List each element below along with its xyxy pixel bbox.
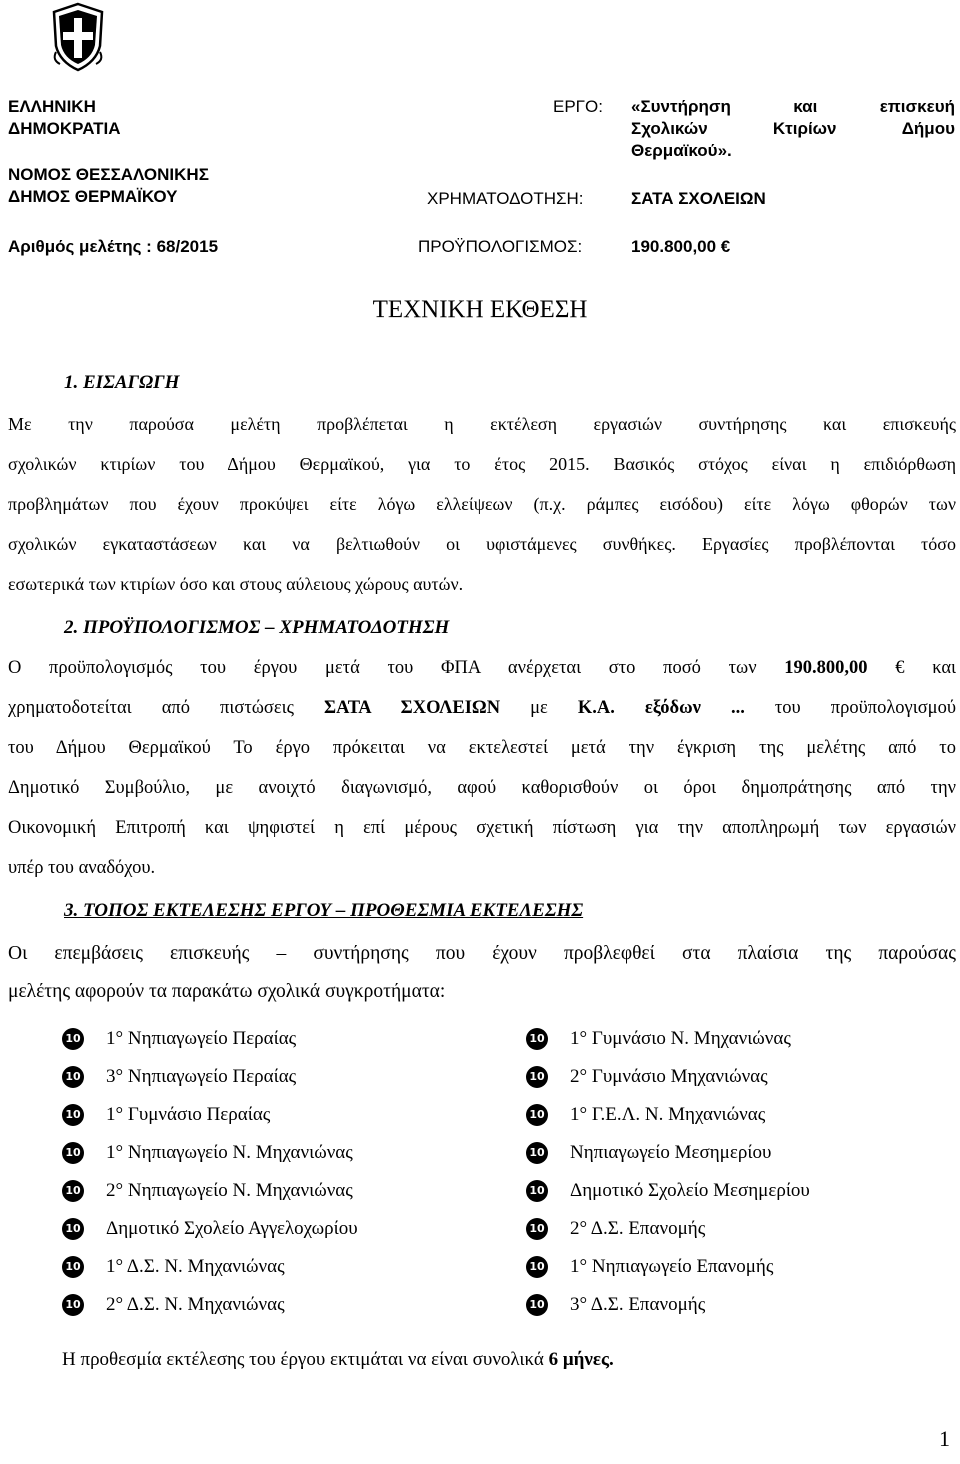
document-title: ΤΕΧΝΙΚΗ ΕΚΘΕΣΗ [372, 296, 588, 323]
bullet-icon: 10 [62, 1028, 84, 1050]
bullet-icon: 10 [526, 1066, 548, 1088]
list-item [526, 1248, 810, 1286]
list-item [62, 1286, 358, 1324]
project-word: Κτιρίων [772, 119, 837, 138]
bullet-icon: 10 [62, 1142, 84, 1164]
budget-value: 190.800,00 € [631, 237, 731, 256]
list-item [62, 1096, 358, 1134]
section2-line [8, 688, 956, 728]
list-item [526, 1172, 810, 1210]
section1-body [8, 404, 956, 604]
section2-body [8, 648, 956, 888]
budget-currency: € και [895, 658, 956, 678]
section1-line: σχολικών εγκαταστάσεων και να βελτιωθούν οι υφιστάμενες συνθήκες. Εργασίες προβλέπονται τόσο [8, 534, 956, 554]
section1-heading: 1. ΕΙΣΑΓΩΓΗ [64, 372, 180, 393]
bullet-icon: 10 [526, 1142, 548, 1164]
project-title-end: Θερμαϊκού». [631, 141, 732, 160]
list-item [526, 1210, 810, 1248]
section2-line: του Δήμου Θερμαϊκού Το έργο πρόκειται να εκτελεστεί μετά την έγκριση της μελέτης από το [8, 738, 956, 758]
bullet-icon: 10 [62, 1066, 84, 1088]
school-name: 3° Νηπιαγωγείο Περαίας [106, 1066, 297, 1087]
school-name: Δημοτικό Σχολείο Μεσημερίου [570, 1180, 810, 1201]
section1-line: Με την παρούσα μελέτη προβλέπεται η εκτέλεση εργασιών συντήρησης και επισκευής [8, 414, 956, 434]
section3-line: μελέτης αφορούν τα παρακάτω σχολικά συγκροτήματα: [8, 981, 446, 1002]
school-name: Δημοτικό Σχολείο Αγγελοχωρίου [106, 1218, 358, 1239]
section1-line: σχολικών κτιρίων του Δήμου Θερμαϊκού, για το έτος 2015. Βασικός στόχος είναι η επιδιόρθωση [8, 454, 956, 474]
deadline-value: 6 μήνες. [548, 1349, 614, 1370]
school-name: 3° Δ.Σ. Επανομής [570, 1294, 706, 1315]
project-label: ΕΡΓΟ: [553, 97, 603, 116]
bullet-icon: 10 [62, 1294, 84, 1316]
school-name: 1° Νηπιαγωγείο Ν. Μηχανιώνας [106, 1142, 353, 1163]
deadline-text: Η προθεσμία εκτέλεσης του έργου εκτιμάται να είναι συνολικά [62, 1349, 544, 1370]
project-word: Σχολικών [631, 119, 708, 138]
section2-heading [64, 617, 449, 639]
list-item [526, 1134, 810, 1172]
project-word: επισκευή [879, 97, 955, 116]
bullet-icon: 10 [62, 1180, 84, 1202]
school-name: Νηπιαγωγείο Μεσημερίου [570, 1142, 772, 1163]
funding-source: ΣΑΤΑ ΣΧΟΛΕΙΩΝ [324, 698, 501, 718]
section2-line: Οικονομική Επιτροπή και ψηφιστεί η επί μέρους σχετική πίστωση για την αποπληρωμή των εργασιών [8, 818, 956, 838]
list-item [62, 1134, 358, 1172]
bullet-icon: 10 [62, 1104, 84, 1126]
bullet-icon: 10 [526, 1256, 548, 1278]
school-name: 1° Γυμνάσιο Ν. Μηχανιώνας [570, 1028, 791, 1049]
project-word: Δήμου [901, 119, 955, 138]
school-name: 1° Δ.Σ. Ν. Μηχανιώνας [106, 1256, 285, 1277]
page-number: 1 [939, 1426, 950, 1451]
study-number: Αριθμός μελέτης : 68/2015 [8, 237, 219, 256]
section1-line: εσωτερικά των κτιρίων όσο και στους αύλειους χώρους αυτών. [8, 574, 464, 594]
section1-line: προβλημάτων που έχουν προκύψει είτε λόγω ελλείψεων (π.χ. ράμπες εισόδου) είτε λόγω φθορών των [8, 494, 956, 514]
budget-sentence: Ο προϋπολογισμός του έργου μετά του ΦΠΑ ανέρχεται στο ποσό των [8, 658, 757, 678]
school-name: 2° Γυμνάσιο Μηχανιώνας [570, 1066, 768, 1087]
project-word: «Συντήρηση [631, 97, 731, 116]
section2-line [8, 648, 956, 688]
municipality-block [8, 164, 209, 208]
greek-coat-of-arms [50, 2, 106, 72]
list-item [526, 1096, 810, 1134]
section3-heading: 3. ΤΟΠΟΣ ΕΚΤΕΛΕΣΗΣ ΕΡΓΟΥ – ΠΡΟΘΕΣΜΙΑ ΕΚΤΕΛΕΣΗΣ [64, 900, 584, 921]
school-name: 2° Δ.Σ. Επανομής [570, 1218, 706, 1239]
school-name: 1° Νηπιαγωγείο Επανομής [570, 1256, 774, 1277]
funding-tail: του προϋπολογισμού [774, 698, 956, 718]
budget-label: ΠΡΟΫΠΟΛΟΓΙΣΜΟΣ: [418, 237, 583, 256]
country-line2: ΔΗΜΟΚΡΑΤΙΑ [8, 119, 121, 138]
funding-with: με [530, 698, 548, 718]
school-name: 2° Νηπιαγωγείο Ν. Μηχανιώνας [106, 1180, 353, 1201]
municipality-name: ΔΗΜΟΣ ΘΕΡΜΑΪΚΟΥ [8, 187, 178, 206]
prefecture-name: ΝΟΜΟΣ ΘΕΣΣΑΛΟΝΙΚΗΣ [8, 165, 209, 184]
country-line1: ΕΛΛΗΝΙΚΗ [8, 97, 96, 116]
country-name [8, 96, 120, 140]
bullet-icon: 10 [62, 1256, 84, 1278]
schools-list-right [526, 1020, 810, 1324]
project-title [631, 96, 955, 162]
list-item [526, 1286, 810, 1324]
funding-label: ΧΡΗΜΑΤΟΔΟΤΗΣΗ: [427, 189, 584, 208]
list-item [526, 1020, 810, 1058]
section3-body [8, 935, 956, 1011]
section3-line: Οι επεμβάσεις επισκευής – συντήρησης που έχουν προβλεφθεί στα πλαίσια της παρούσας [8, 943, 956, 964]
school-name: 2° Δ.Σ. Ν. Μηχανιώνας [106, 1294, 285, 1315]
bullet-icon: 10 [526, 1104, 548, 1126]
school-name: 1° Γυμνάσιο Περαίας [106, 1104, 271, 1125]
list-item [62, 1020, 358, 1058]
school-name: 1° Νηπιαγωγείο Περαίας [106, 1028, 297, 1049]
bullet-icon: 10 [526, 1180, 548, 1202]
deadline-sentence [62, 1346, 614, 1374]
funding-sentence: χρηματοδοτείται από πιστώσεις [8, 698, 294, 718]
schools-list-left [62, 1020, 358, 1324]
expense-code: Κ.Α. εξόδων ... [577, 698, 745, 718]
bullet-icon: 10 [526, 1218, 548, 1240]
list-item [62, 1058, 358, 1096]
section2-line: υπέρ του αναδόχου. [8, 858, 156, 878]
section2-heading-text: 2. ΠΡΟΫΠΟΛΟΓΙΣΜΟΣ – ΧΡΗΜΑΤΟΔΟΤΗΣΗ [64, 617, 450, 638]
list-item [62, 1210, 358, 1248]
funding-value: ΣΑΤΑ ΣΧΟΛΕΙΩΝ [631, 189, 766, 208]
bullet-icon: 10 [62, 1218, 84, 1240]
list-item [526, 1058, 810, 1096]
section2-line: Δημοτικό Συμβούλιο, με ανοιχτό διαγωνισμό, αφού καθορισθούν οι όροι δημοπράτησης από την [8, 778, 956, 798]
list-item [62, 1248, 358, 1286]
project-word: και [793, 97, 818, 116]
school-name: 1° Γ.Ε.Λ. Ν. Μηχανιώνας [570, 1104, 766, 1125]
budget-amount: 190.800,00 [784, 658, 868, 678]
list-item [62, 1172, 358, 1210]
bullet-icon: 10 [526, 1028, 548, 1050]
bullet-icon: 10 [526, 1294, 548, 1316]
